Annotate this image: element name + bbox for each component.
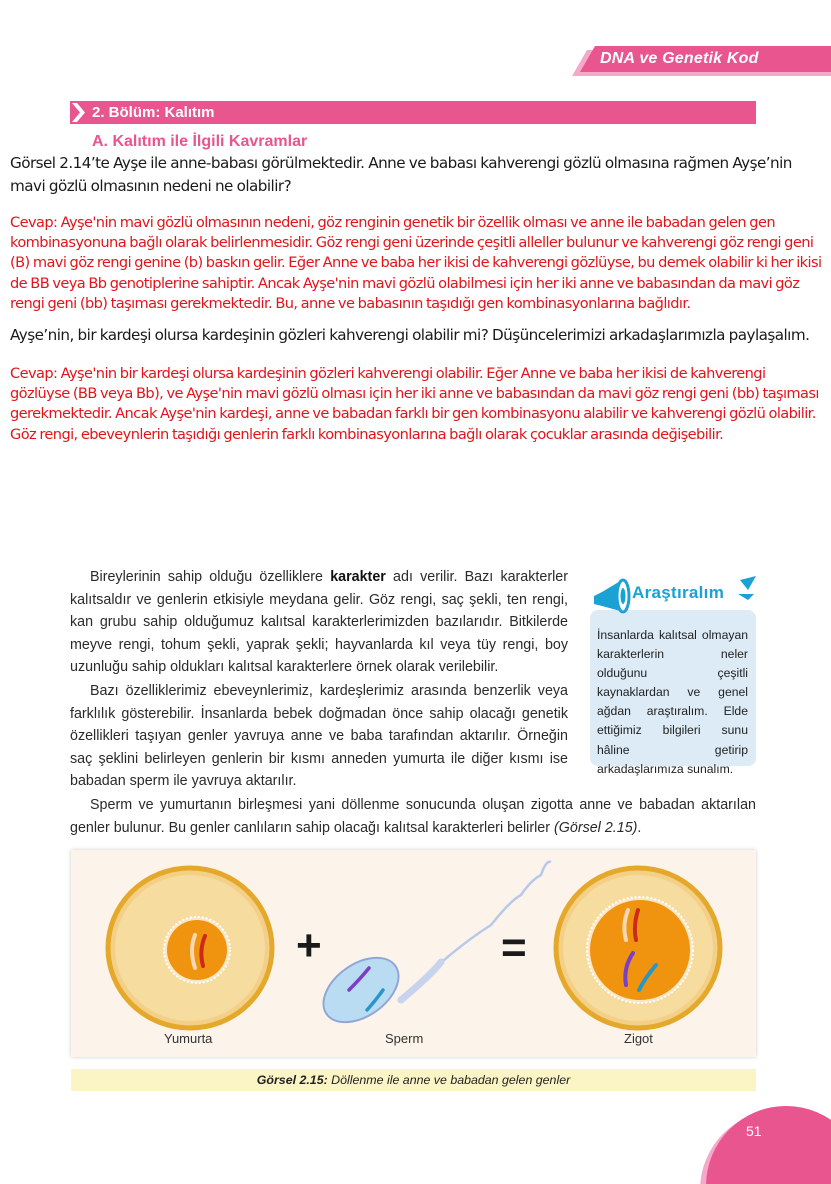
research-text: İnsanlarda kalıtsal olmayan karakterlerin neler olduğunu çeşitli kaynaklardan ve genel ağdan araştıralım. Elde ettiğimiz bilgileri sunu hâline getirip arkadaşlarımıza sunalım. — [597, 628, 748, 776]
page-badge — [706, 1106, 831, 1184]
answer-1: Cevap: Ayşe'nin mavi gözlü olmasının nedeni, göz renginin genetik bir özellik olması ve anne ile babadan gelen gen kombinasyonuna bağlı olarak belirlenmesidir. Göz rengi geni üzerinde çeşitli alleller bulunur ve kahverengi göz rengi geni (B) mavi göz rengi genine (b) baskın gelir. Eğer Anne ve baba her ikisi de kahverengi gözlüyse, bu demek olabilir ki her ikisi de BB veya Bb genotiplerine sahiptir. Ancak Ayşe'nin mavi gözlü olabilmesi için her iki anne ve babasından da mavi göz rengi geni (bb) taşıması gerekmektedir. Bu, anne ve babasının taşıdığı gen kombinasyonlarına bağlıdır. — [10, 214, 822, 312]
answer-2: Cevap: Ayşe'nin bir kardeşi olursa kardeşinin gözleri kahverengi olabilir. Eğer Anne ve baba her ikisi de kahverengi gözlüyse (BB veya Bb), ve Ayşe'nin mavi gözlü olması için her iki anne ve babasından da mavi göz rengi geni (bb) taşıması gerekmektedir. Ancak Ayşe'nin kardeşi, anne ve babadan farklı bir gen kombinasyonu alabilir ve kahverengi gözlü olabilir. Göz rengi, ebeveynlerin taşıdığı genlerin farklı kombinasyonlarına bağlı olarak çocuklar arasında değişebilir. — [10, 365, 819, 443]
chapter-ribbon — [572, 46, 831, 76]
subheading: A. Kalıtım ile İlgili Kavramlar — [92, 133, 308, 150]
equals-symbol: = — [501, 923, 527, 972]
section-bar — [70, 101, 756, 124]
question-1: Görsel 2.14’te Ayşe ile anne-babası görülmektedir. Anne ve babası kahverengi gözlü olmasına rağmen Ayşe’nin mavi gözlü olmasının nedeni ne olabilir? — [10, 154, 792, 195]
chapter-title: DNA ve Genetik Kod — [600, 50, 759, 67]
fertilization-figure — [71, 850, 756, 1057]
label-sperm: Sperm — [385, 1031, 424, 1046]
figure-caption — [71, 1069, 756, 1091]
label-yumurta: Yumurta — [164, 1031, 213, 1046]
plus-symbol: + — [296, 921, 322, 970]
page-number: 51 — [746, 1123, 762, 1139]
research-box — [588, 574, 756, 776]
research-content — [590, 610, 756, 776]
caption-ref: Görsel 2.15: — [256, 1073, 328, 1087]
paragraph-genes: Bazı özelliklerimiz ebeveynlerimiz, kardeşlerimiz arasında benzerlik veya farklılık gösterebilir. İnsanlarda bebek doğmadan önce sahip olacağı genetik özellikleri taşıyan genler yavruya anne ve baba tarafından aktarılır. Örneğin saç şeklini belirleyen genlerin bir kısmı anneden yumurta ile diğer kısmı ise babadan sperm ile yavruya aktarılır. — [70, 683, 568, 790]
term-karakter: karakter — [330, 569, 386, 585]
caption-text: Döllenme ile anne ve babadan gelen genler — [327, 1073, 571, 1087]
egg-cell-icon — [108, 868, 272, 1028]
fertilization-illustration — [71, 850, 756, 1057]
section-title: 2. Bölüm: Kalıtım — [92, 104, 215, 121]
paragraph-karakter: Bireylerinin sahip olduğu özelliklere karakter adı verilir. Bazı karakterler kalıtsaldır ve genlerin etkisiyle meydana gelir. Göz rengi, saç şekli, ten rengi, kan grubu sahip olduğumuz kalıtsal karakterlerimizden bazılarıdır. Bitkilerde meyve rengi, tohum şekli, yaprak şekli; hayvanlarda kıl veya tüy rengi, boy uzunluğu sahip oldukları kalıtsal karakterlere örnek olarak verilebilir. — [70, 569, 568, 676]
paragraph-zygote: Sperm ve yumurtanın birleşmesi yani döllenme sonucunda oluşan zigotta anne ve babadan aktarılan genler bulunur. Bu genler canlıların sahip olacağı kalıtsal karakterleri belirler (Görsel 2.15). — [70, 797, 756, 836]
research-title: Araştıralım — [632, 583, 725, 602]
figure-reference: (Görsel 2.15) — [553, 819, 638, 836]
zygote-cell-icon — [556, 868, 720, 1028]
chevron-right-icon — [72, 103, 86, 122]
question-2: Ayşe’nin, bir kardeşi olursa kardeşinin gözleri kahverengi olabilir mi? Düşüncelerimizi arkadaşlarımızla paylaşalım. — [10, 326, 810, 344]
label-zigot: Zigot — [624, 1031, 653, 1046]
